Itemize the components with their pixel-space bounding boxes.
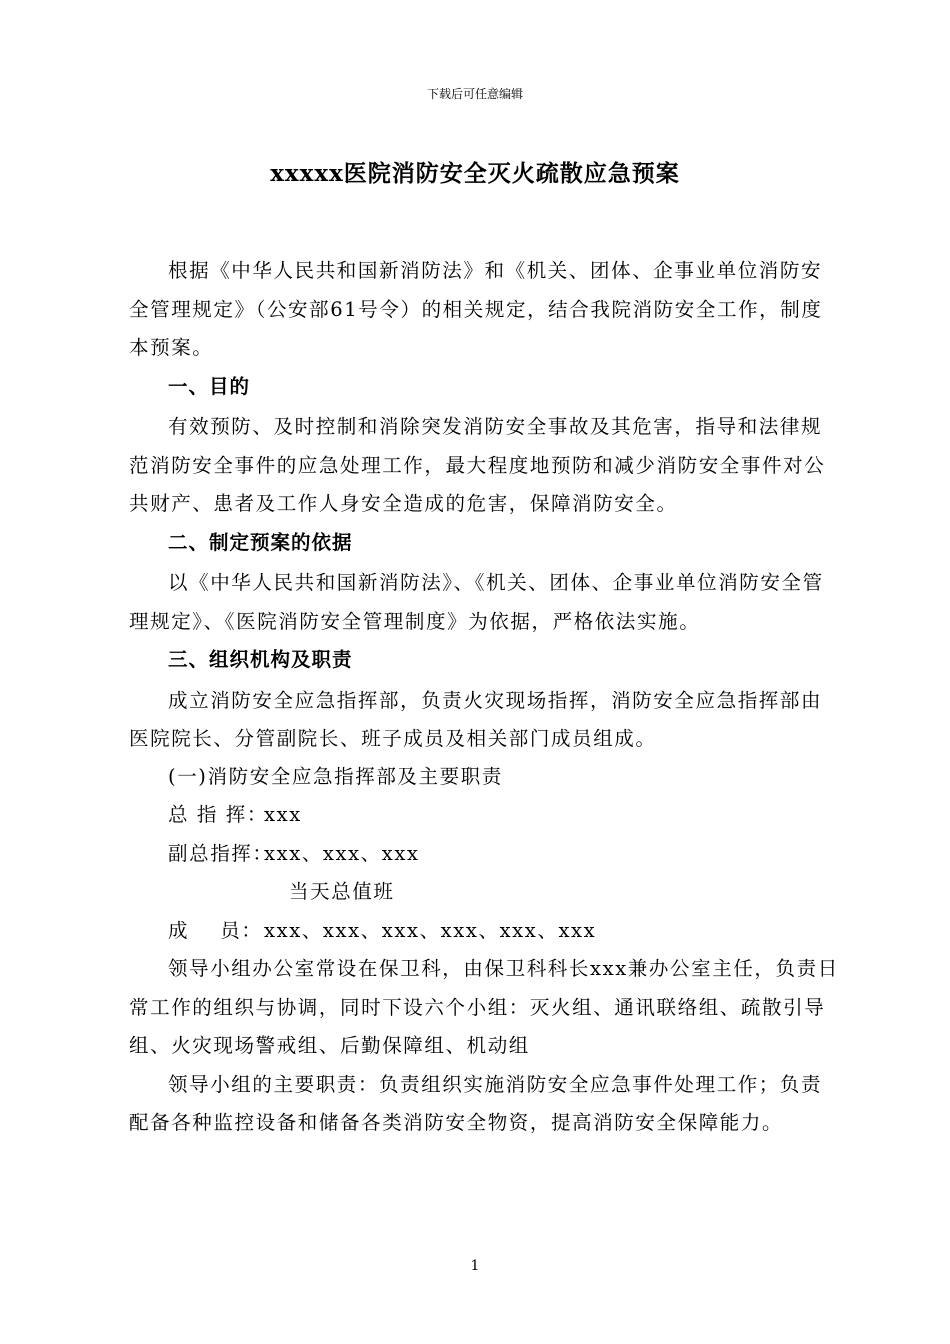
deputy-row <box>129 835 839 874</box>
intro-paragraph: 根据《中华人民共和国新消防法》和《机关、团体、企事业单位消防安全管理规定》（公安部61号令）的相关规定，结合我院消防安全工作，制度本预案。 <box>129 259 823 359</box>
commander-value: xxx <box>264 803 302 826</box>
section-1-heading: 一、目的 <box>168 374 251 398</box>
section-2-heading: 二、制定预案的依据 <box>168 530 353 554</box>
document-body <box>129 252 839 1143</box>
deputy-label: 副总指挥： <box>168 841 274 865</box>
header-note: 下载后可任意编辑 <box>426 87 523 101</box>
deputy-extra: 当天总值班 <box>289 880 395 903</box>
duties-paragraph: 领导小组的主要职责：负责组织实施消防安全应急事件处理工作；负责配备各种监控设备和储备各类消防安全物资，提高消防安全保障能力。 <box>129 1072 823 1134</box>
document-title: xxxxx医院消防安全灭火疏散应急预案 <box>270 160 680 187</box>
members-value: xxx、xxx、xxx、xxx、xxx、xxx <box>264 918 597 942</box>
section-3-heading: 三、组织机构及职责 <box>168 648 353 671</box>
section-1-text: 有效预防、及时控制和消除突发消防安全事故及其危害，指导和法律规范消防安全事件的应急处理工作，最大程度地预防和减少消防安全事件对公共财产、患者及工作人身安全造成的危害，保障消防安全。 <box>129 415 826 515</box>
section-2-text: 以《中华人民共和国新消防法》、《机关、团体、企事业单位消防安全管理规定》、《医院消防安全管理制度》为依据，严格依法实施。 <box>129 571 824 633</box>
section-3-text: 成立消防安全应急指挥部，负责火灾现场指挥，消防安全应急指挥部由医院院长、分管副院长、班子成员及相关部门成员组成。 <box>129 688 823 750</box>
members-row <box>129 912 839 951</box>
deputy-value: xxx、xxx、xxx <box>264 841 420 865</box>
page-number: 1 <box>470 1258 480 1274</box>
office-paragraph: 领导小组办公室常设在保卫科，由保卫科科长xxx兼办公室主任，负责日常工作的组织与协调，同时下设六个小组：灭火组、通讯联络组、疏散引导组、火灾现场警戒组、后勤保障组、机动组 <box>129 957 839 1057</box>
members-label: 成 员： <box>168 918 263 942</box>
commander-label: 总 指 挥： <box>168 803 268 826</box>
section-3-subheading: (一)消防安全应急指挥部及主要职责 <box>168 764 503 788</box>
commander-row <box>129 796 839 835</box>
